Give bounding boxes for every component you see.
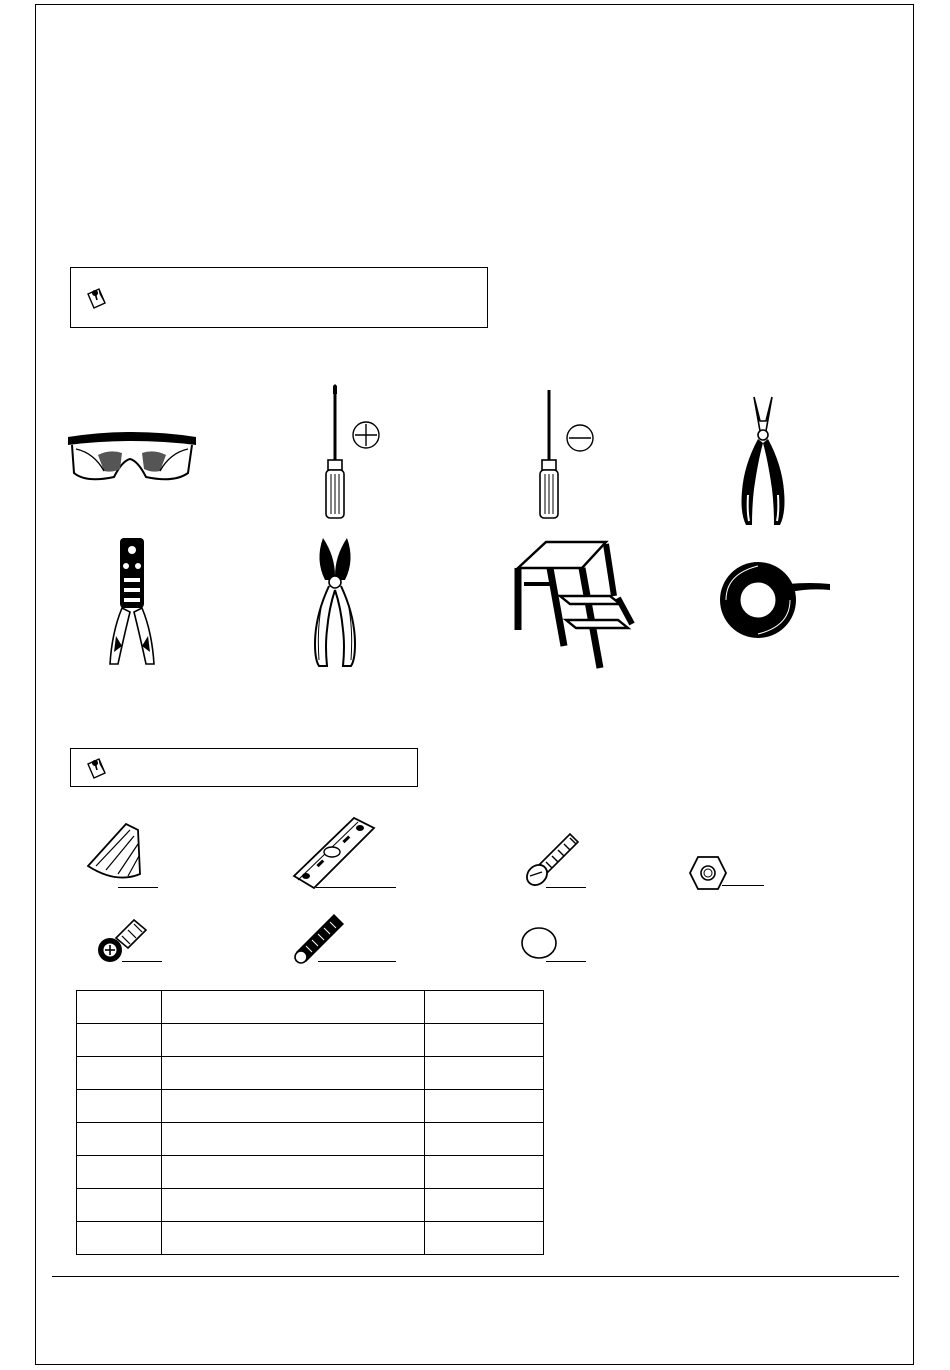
machine-screw-qty-line bbox=[546, 887, 586, 888]
table-cell bbox=[77, 1123, 162, 1156]
table-row bbox=[77, 1123, 544, 1156]
table-cell bbox=[77, 1024, 162, 1057]
table-cell bbox=[77, 1222, 162, 1255]
table-cell bbox=[425, 991, 544, 1024]
tools-note-box bbox=[70, 267, 488, 328]
table-cell bbox=[162, 1189, 425, 1222]
table-row bbox=[77, 1156, 544, 1189]
washer-qty-line bbox=[546, 961, 586, 962]
table-cell bbox=[162, 1156, 425, 1189]
wire-nut-icon bbox=[86, 822, 142, 886]
footer-rule bbox=[52, 1276, 899, 1277]
pliers-icon bbox=[730, 395, 796, 529]
ground-screw-qty-line bbox=[122, 961, 162, 962]
table-cell bbox=[162, 1057, 425, 1090]
table-cell bbox=[425, 1123, 544, 1156]
ground-screw-icon bbox=[96, 916, 152, 966]
table-cell bbox=[77, 1189, 162, 1222]
hex-nut-qty-line bbox=[722, 885, 764, 886]
table-cell bbox=[77, 991, 162, 1024]
table-row bbox=[77, 1222, 544, 1255]
table-cell bbox=[162, 991, 425, 1024]
hardware-note-box bbox=[70, 748, 418, 787]
diagonal-cutters-icon bbox=[305, 536, 365, 668]
threaded-rod-qty-line bbox=[318, 961, 396, 962]
mounting-strap-icon bbox=[292, 816, 376, 892]
table-cell bbox=[77, 1156, 162, 1189]
table-cell bbox=[425, 1156, 544, 1189]
table-row bbox=[77, 991, 544, 1024]
table-cell bbox=[425, 1189, 544, 1222]
flathead-screwdriver-icon bbox=[532, 388, 598, 522]
wire-nut-qty-line bbox=[118, 887, 158, 888]
table-cell bbox=[162, 1222, 425, 1255]
table-cell bbox=[425, 1090, 544, 1123]
machine-screw-icon bbox=[520, 828, 582, 890]
electrical-tape-icon bbox=[718, 560, 834, 642]
table-cell bbox=[425, 1024, 544, 1057]
table-cell bbox=[77, 1057, 162, 1090]
mounting-strap-qty-line bbox=[316, 887, 396, 888]
table-cell bbox=[425, 1222, 544, 1255]
phillips-screwdriver-icon bbox=[318, 384, 384, 522]
threaded-rod-icon bbox=[292, 910, 348, 966]
parts-table bbox=[76, 990, 544, 1255]
wire-stripper-icon bbox=[102, 536, 162, 668]
table-row bbox=[77, 1189, 544, 1222]
table-row bbox=[77, 1024, 544, 1057]
washer-icon bbox=[520, 926, 560, 960]
table-cell bbox=[425, 1057, 544, 1090]
note-pin-icon bbox=[83, 285, 109, 311]
table-cell bbox=[162, 1024, 425, 1057]
table-cell bbox=[77, 1090, 162, 1123]
table-cell bbox=[162, 1123, 425, 1156]
table-cell bbox=[162, 1090, 425, 1123]
step-ladder-icon bbox=[510, 538, 638, 674]
safety-glasses-icon bbox=[64, 425, 200, 487]
table-row bbox=[77, 1090, 544, 1123]
table-row bbox=[77, 1057, 544, 1090]
note-pin-icon bbox=[83, 755, 109, 781]
